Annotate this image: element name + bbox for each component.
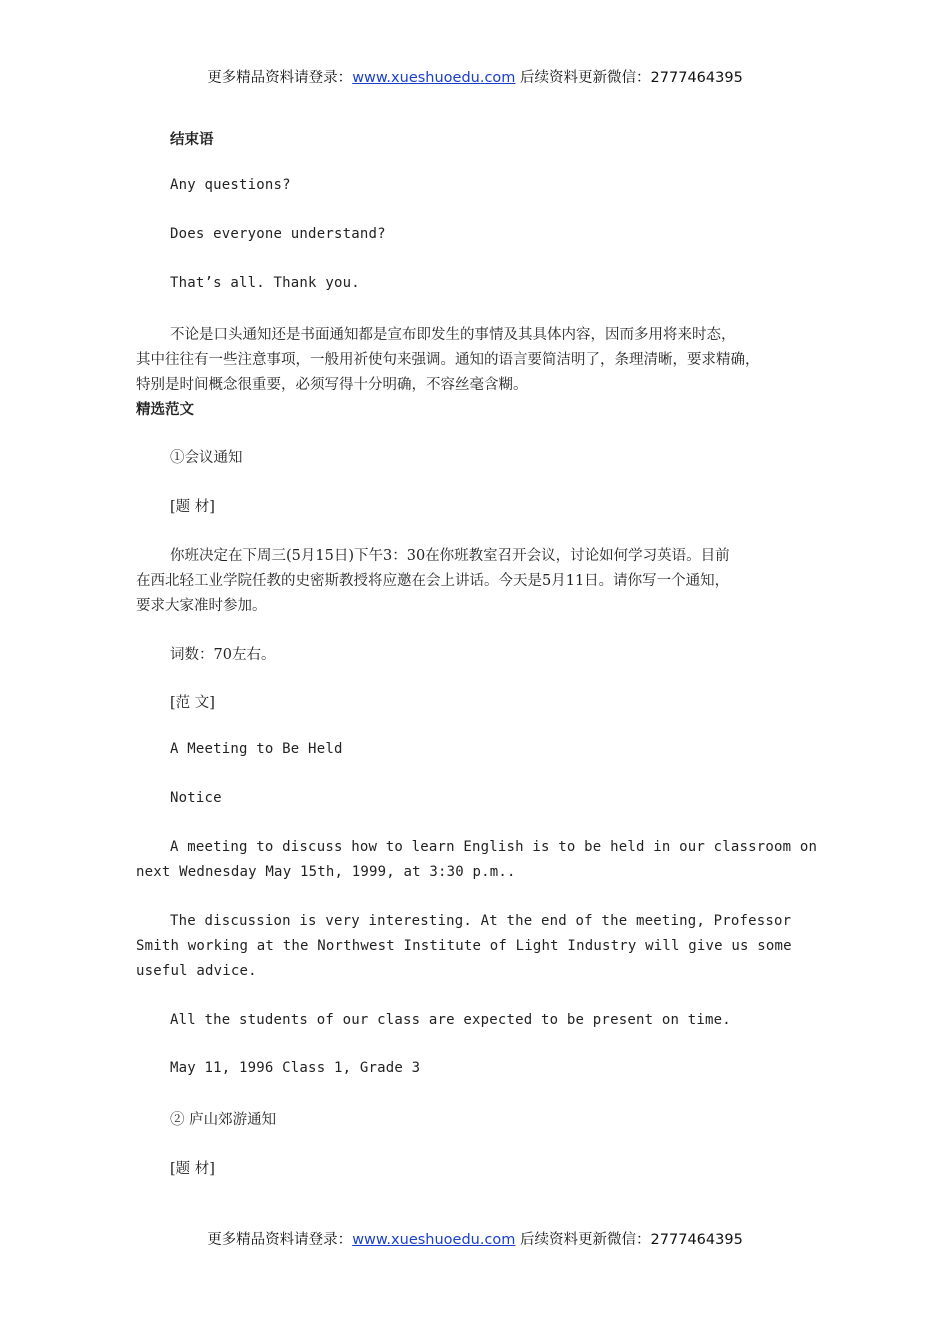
closing-line-1: Any questions?	[170, 177, 291, 193]
closing-line-2: Does everyone understand?	[170, 226, 386, 242]
topic-line-2: 在西北轻工业学院任教的史密斯教授将应邀在会上讲话。今天是5月11日。请你写一个通知，	[136, 573, 730, 589]
page-footer	[0, 1228, 950, 1249]
explanation-line-2: 其中往往有一些注意事项，一般用祈使句来强调。通知的语言要简洁明了，条理清晰，要求精确，	[136, 352, 760, 368]
essay-para-1-line-1: A meeting to discuss how to learn English is to be held in our classroom on	[170, 839, 818, 855]
footer-link[interactable]: www.xueshuoedu.com	[352, 1232, 516, 1248]
essay-para-2-line-2: Smith working at the Northwest Institute of Light Industry will give us some	[136, 938, 792, 954]
item2-title: ② 庐山郊游通知	[170, 1112, 277, 1128]
topic-label-2: [题 材]	[170, 1161, 215, 1177]
explanation-line-1: 不论是口头通知还是书面通知都是宣布即发生的事情及其具体内容，因而多用将来时态，	[170, 327, 736, 343]
explanation-line-3: 特别是时间概念很重要，必须写得十分明确，不容丝毫含糊。	[136, 377, 528, 393]
essay-para-1-line-2: next Wednesday May 15th, 1999, at 3:30 p.m..	[136, 864, 516, 880]
footer-suffix: 后续资料更新微信：2777464395	[515, 1232, 743, 1248]
essay-signature: May 11, 1996 Class 1, Grade 3	[170, 1060, 421, 1076]
essay-notice: Notice	[170, 790, 222, 806]
word-count: 词数：70左右。	[170, 647, 276, 663]
topic-line-3: 要求大家准时参加。	[136, 598, 267, 614]
samples-heading: 精选范文	[136, 402, 194, 418]
header-prefix: 更多精品资料请登录：	[207, 70, 353, 86]
footer-prefix: 更多精品资料请登录：	[207, 1232, 353, 1248]
essay-para-2-line-1: The discussion is very interesting. At the end of the meeting, Professor	[170, 913, 792, 929]
closing-heading: 结束语	[170, 132, 214, 148]
essay-title: A Meeting to Be Held	[170, 741, 343, 757]
header-link[interactable]: www.xueshuoedu.com	[352, 70, 516, 86]
topic-label: [题 材]	[170, 499, 215, 515]
page-header	[0, 66, 950, 87]
topic-line-1: 你班决定在下周三(5月15日)下午3：30在你班教室召开会议，讨论如何学习英语。目前	[170, 548, 730, 564]
essay-para-3: All the students of our class are expected to be present on time.	[170, 1012, 731, 1028]
item1-title: ①会议通知	[170, 450, 243, 466]
essay-para-2-line-3: useful advice.	[136, 963, 257, 979]
closing-line-3: That’s all. Thank you.	[170, 275, 360, 291]
model-label: [范 文]	[170, 695, 215, 711]
header-suffix: 后续资料更新微信：2777464395	[515, 70, 743, 86]
